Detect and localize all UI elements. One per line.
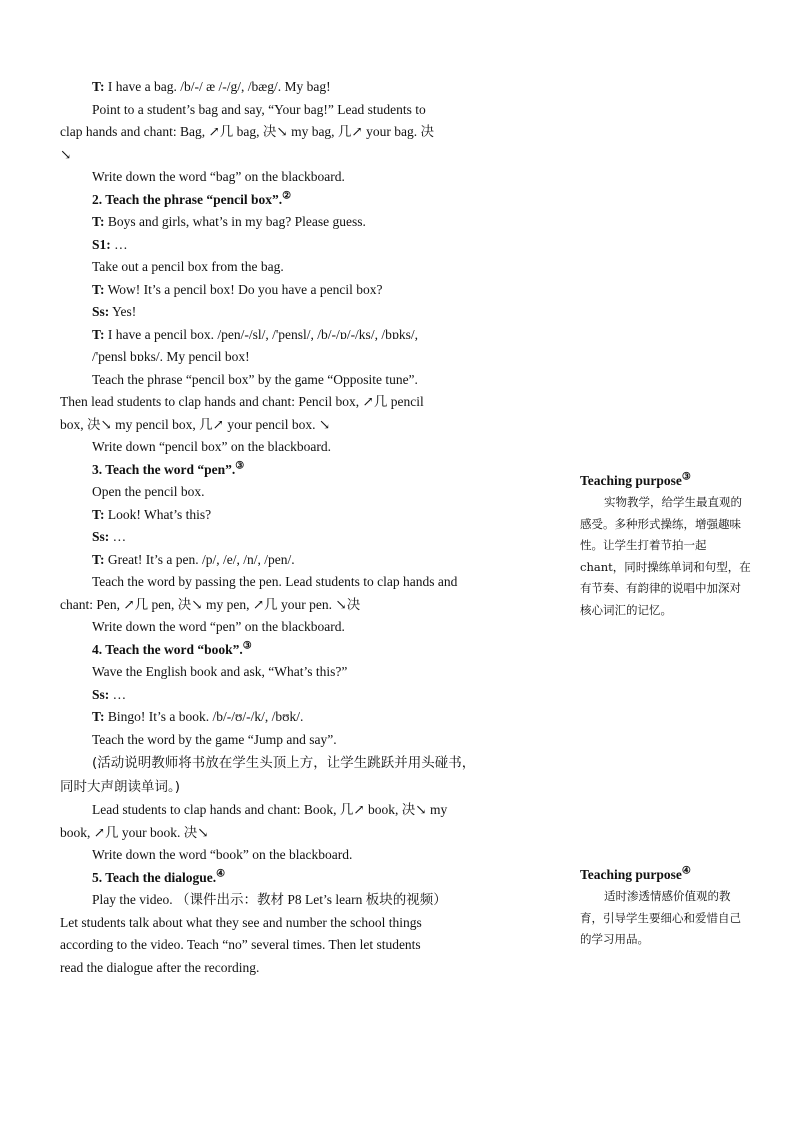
text-line: Open the pencil box. — [92, 484, 205, 499]
text-line: Write down the word “book” on the blackboard. — [92, 847, 353, 862]
text-line: T: Look! What’s this? — [92, 506, 212, 522]
text-line: Write down the word “bag” on the blackboard. — [92, 169, 345, 184]
text-line: Point to a student’s bag and say, “Your bag!” Lead students to — [92, 101, 426, 117]
text-line: T: I have a bag. /b/-/ æ /-/g/, /bæg/. My bag! — [92, 79, 331, 94]
section-heading: 2. Teach the phrase “pencil box”.② — [92, 190, 292, 207]
text-line: T: Great! It’s a pen. /p/, /e/, /n/, /pen/. — [92, 551, 295, 567]
text-line: book, ↗几 your book. 决↘ — [60, 824, 209, 840]
lesson-body — [60, 76, 530, 979]
text-line: Write down “pencil box” on the blackboard. — [92, 439, 331, 454]
text-line: T: Wow! It’s a pencil box! Do you have a pencil box? — [92, 281, 383, 297]
text-line: Play the video. （课件出示：教材 P8 Let’s learn 板块的视频） — [92, 892, 447, 907]
text-line: Teach the word by passing the pen. Lead students to clap hands and — [92, 574, 458, 589]
section-heading: 4. Teach the word “book”.③ — [92, 640, 252, 657]
teaching-purpose-note — [580, 470, 752, 621]
activity-note: 同时大声朗读单词。) — [60, 779, 181, 795]
text-line: Lead students to clap hands and chant: Book, 几↗ book, 决↘ my — [92, 802, 448, 817]
note-title: Teaching purpose③ — [580, 471, 691, 488]
text-line: Wave the English book and ask, “What’s this?” — [92, 664, 348, 679]
text-line: Teach the word by the game “Jump and say”. — [92, 731, 337, 747]
teaching-purpose-note — [580, 864, 752, 951]
activity-note: (活动说明教师将书放在学生头顶上方，让学生跳跃并用头碰书， — [92, 755, 476, 771]
text-line: box, 决↘ my pencil box, 几↗ your pencil box. ↘ — [60, 416, 331, 432]
text-line: T: Bingo! It’s a book. /b/-/ʊ/-/k/, /bʊk/. — [92, 709, 304, 724]
note-body: 适时渗透情感价值观的教育，引导学生要细心和爱惜自己的学习用品。 — [580, 889, 741, 946]
text-line: /'pensl bɒks/. My pencil box! — [92, 349, 250, 364]
text-line: Ss: Yes! — [92, 304, 137, 319]
text-line: Ss: … — [92, 529, 127, 544]
text-line: T: I have a pencil box. /pen/-/sl/, /'pensl/, /b/-/ɒ/-/ks/, /bɒks/, — [92, 326, 419, 342]
text-line: Ss: … — [92, 686, 127, 702]
text-line: Then lead students to clap hands and chant: Pencil box, ↗几 pencil — [60, 394, 424, 409]
note-title: Teaching purpose④ — [580, 865, 691, 882]
note-body: 实物教学，给学生最直观的感受。多种形式操练，增强趣味性。让学生打着节拍一起 chant，同时操练单词和句型，在有节奏、有韵律的说唱中加深对核心词汇的记忆。 — [580, 495, 751, 617]
text-line: clap hands and chant: Bag, ↗几 bag, 决↘ my bag, 几↗ your bag. 决 — [60, 124, 434, 139]
text-line: Write down the word “pen” on the blackboard. — [92, 619, 345, 634]
text-line: T: Boys and girls, what’s in my bag? Please guess. — [92, 214, 366, 229]
text-line: Take out a pencil box from the bag. — [92, 259, 284, 274]
section-heading: 3. Teach the word “pen”.③ — [92, 460, 245, 477]
text-line: Teach the phrase “pencil box” by the game “Opposite tune”. — [92, 371, 418, 387]
text-line: read the dialogue after the recording. — [60, 959, 260, 975]
text-line: according to the video. Teach “no” several times. Then let students — [60, 937, 421, 952]
section-heading: 5. Teach the dialogue.④ — [92, 868, 226, 885]
text-line: S1: … — [92, 236, 128, 252]
text-line: ↘ — [60, 146, 72, 162]
text-line: chant: Pen, ↗几 pen, 决↘ my pen, ↗几 your pen. ↘决 — [60, 596, 361, 612]
text-line: Let students talk about what they see and number the school things — [60, 914, 422, 930]
